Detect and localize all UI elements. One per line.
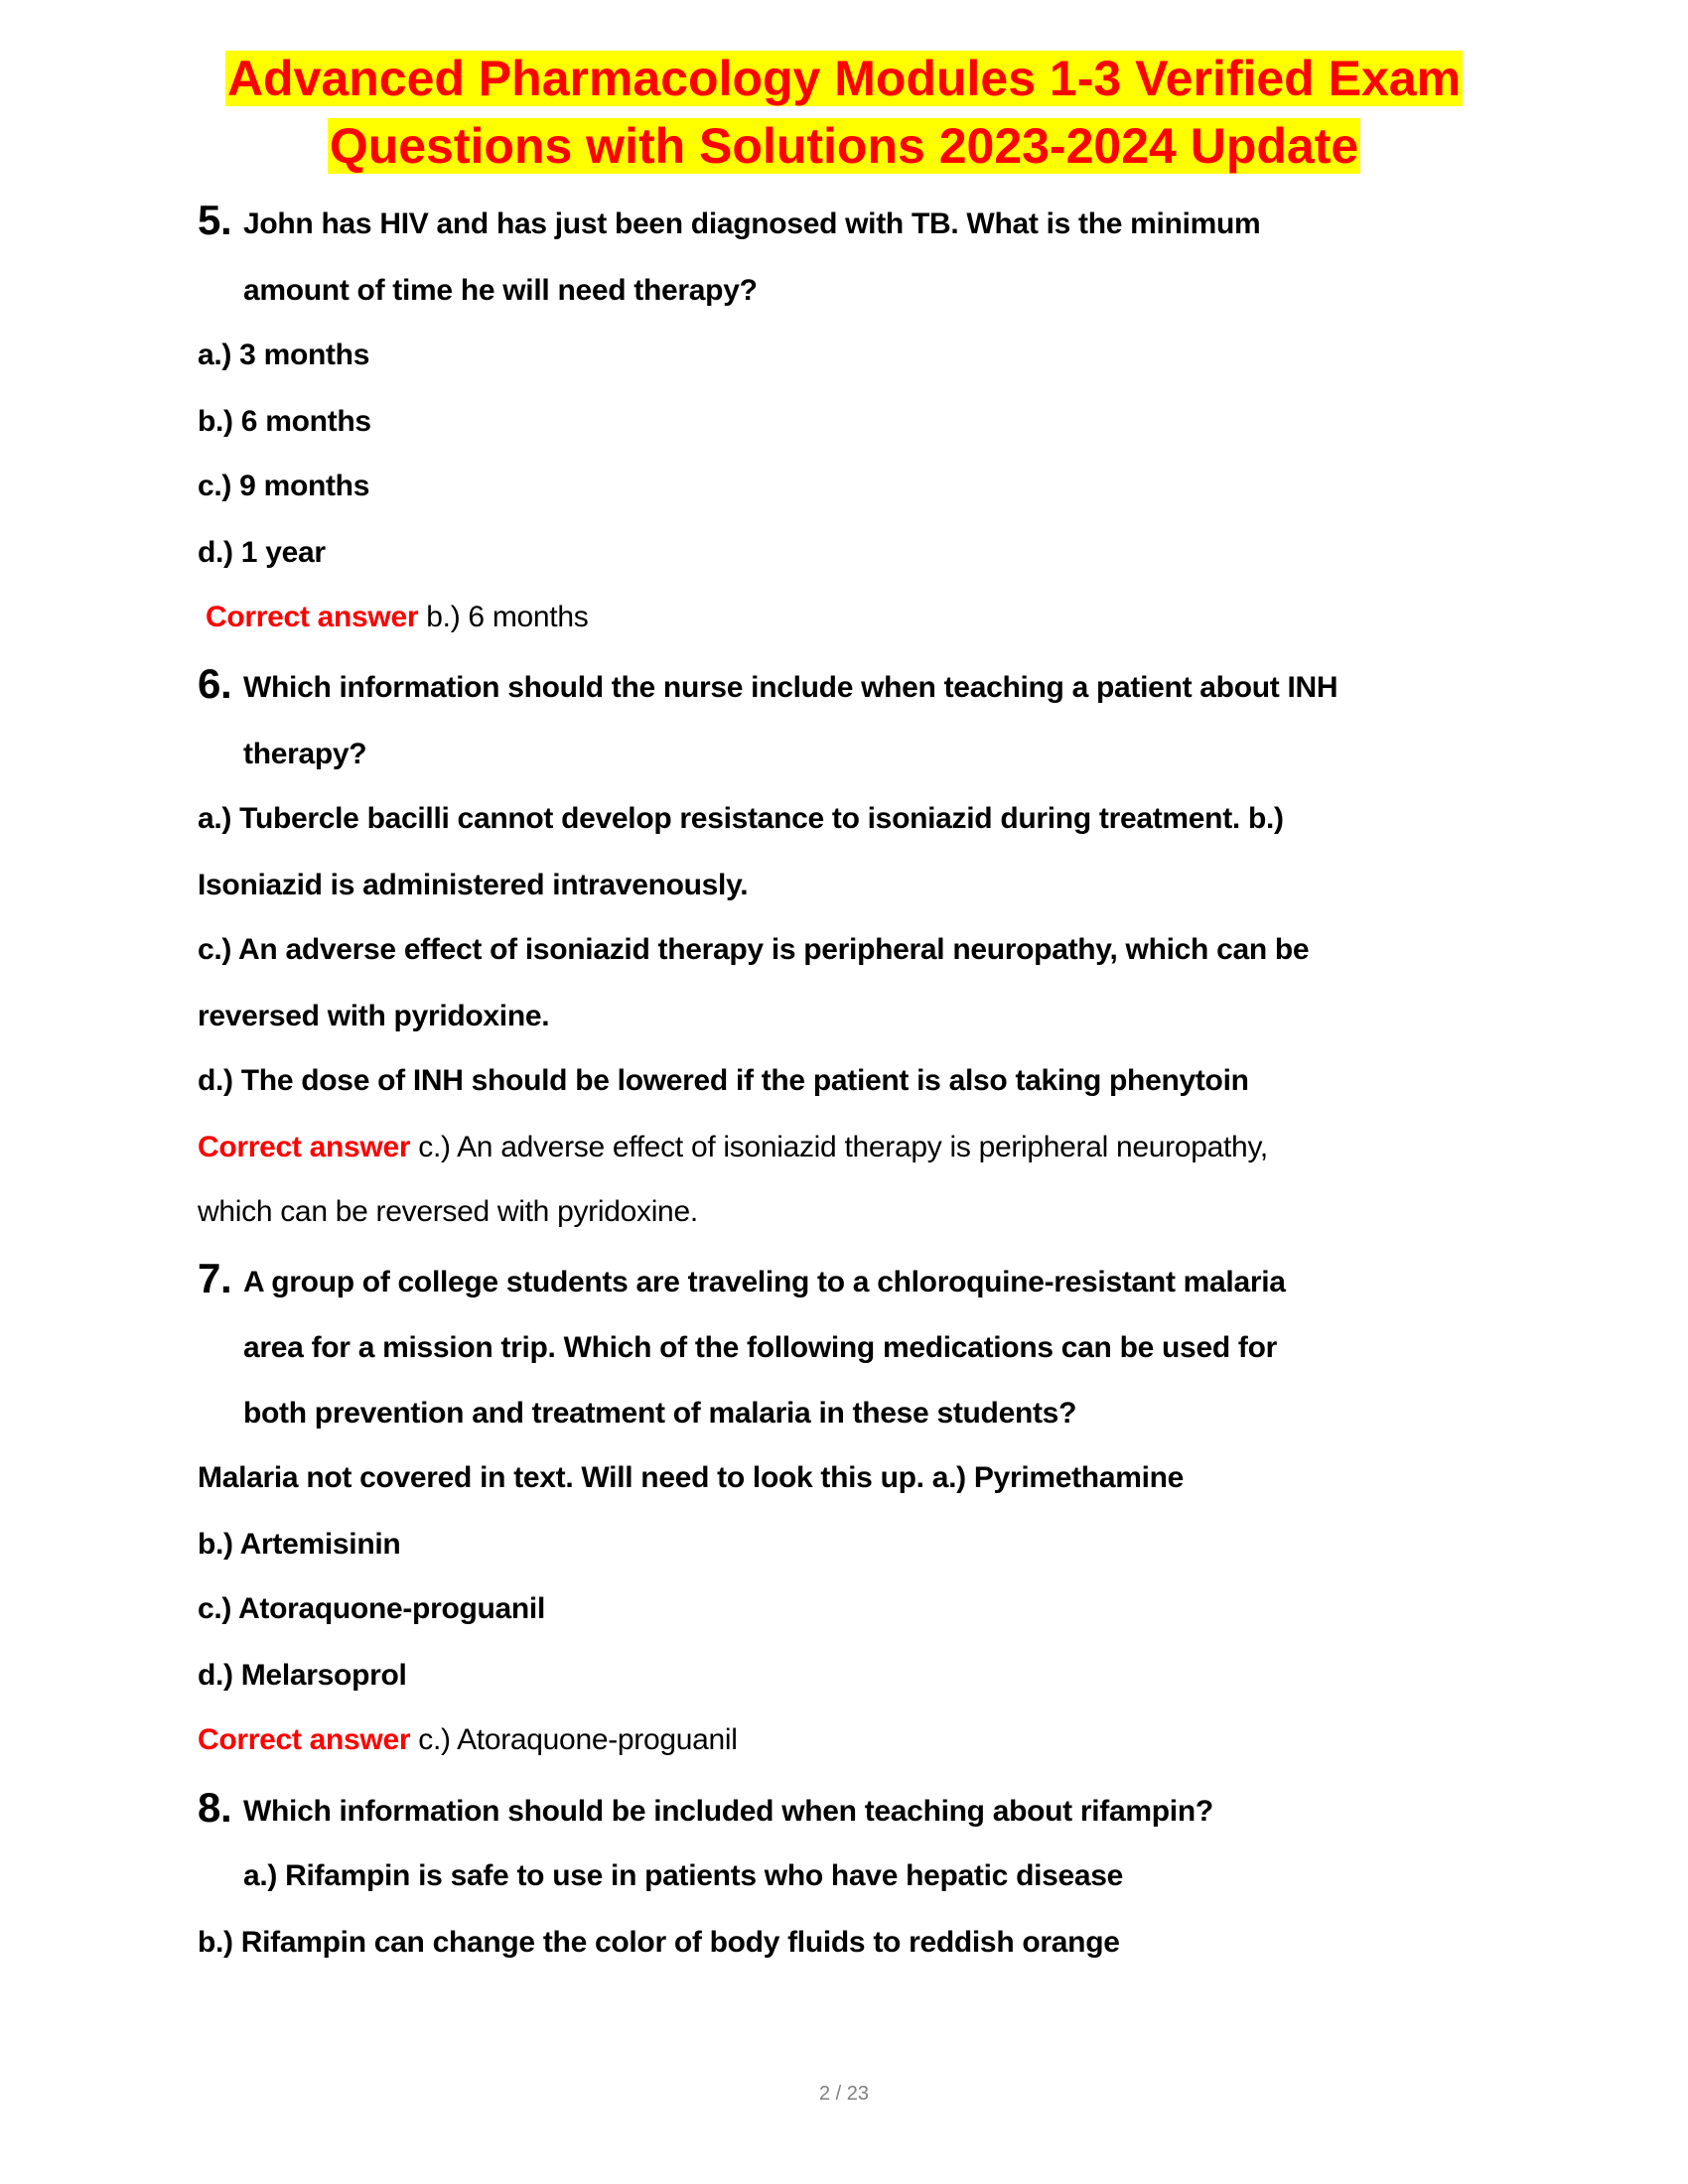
option: c.) 9 months	[198, 470, 370, 502]
question-text: therapy?	[243, 738, 367, 770]
document-title-line-1: Advanced Pharmacology Modules 1-3 Verified Exam	[226, 51, 1462, 106]
option: a.) 3 months	[198, 339, 370, 371]
question-8: 8. Which information should be included when teaching about rifampin?	[198, 1784, 1213, 1831]
correct-answer: Correct answer c.) An adverse effect of isoniazid therapy is peripheral neuropathy,	[198, 1131, 1268, 1163]
option: a.) Rifampin is safe to use in patients who have hepatic disease	[243, 1859, 1124, 1892]
option: Isoniazid is administered intravenously.	[198, 869, 749, 901]
question-7: 7. A group of college students are traveling to a chloroquine-resistant malaria	[198, 1255, 1286, 1301]
question-number: 7.	[198, 1255, 232, 1301]
option: c.) Atoraquone-proguanil	[198, 1592, 546, 1625]
option: a.) Tubercle bacilli cannot develop resistance to isoniazid during treatment. b.)	[198, 802, 1284, 835]
question-5: 5. John has HIV and has just been diagnosed with TB. What is the minimum	[198, 197, 1261, 243]
correct-answer: Correct answer c.) Atoraquone-proguanil	[198, 1723, 738, 1756]
option: b.) Artemisinin	[198, 1528, 401, 1561]
page-number: 2 / 23	[818, 2083, 870, 2105]
option: d.) 1 year	[198, 536, 326, 569]
question-number: 6.	[198, 660, 232, 707]
option: reversed with pyridoxine.	[198, 1000, 550, 1032]
document-title-line-2: Questions with Solutions 2023-2024 Update	[329, 118, 1359, 174]
option: c.) An adverse effect of isoniazid therapy is peripheral neuropathy, which can be	[198, 933, 1310, 966]
question-number: 8.	[198, 1784, 232, 1831]
option: Malaria not covered in text. Will need to look this up. a.) Pyrimethamine	[198, 1461, 1185, 1494]
option: b.) Rifampin can change the color of body fluids to reddish orange	[198, 1926, 1120, 1959]
option: d.) Melarsoprol	[198, 1659, 407, 1692]
correct-answer: Correct answer b.) 6 months	[206, 601, 589, 633]
question-text: both prevention and treatment of malaria in these students?	[243, 1397, 1077, 1430]
correct-answer-cont: which can be reversed with pyridoxine.	[198, 1195, 698, 1228]
question-number: 5.	[198, 197, 232, 243]
question-6: 6. Which information should the nurse include when teaching a patient about INH	[198, 660, 1338, 707]
option: b.) 6 months	[198, 405, 371, 438]
option: d.) The dose of INH should be lowered if the patient is also taking phenytoin	[198, 1064, 1249, 1097]
question-text: amount of time he will need therapy?	[243, 274, 758, 307]
question-text: area for a mission trip. Which of the following medications can be used for	[243, 1331, 1277, 1364]
